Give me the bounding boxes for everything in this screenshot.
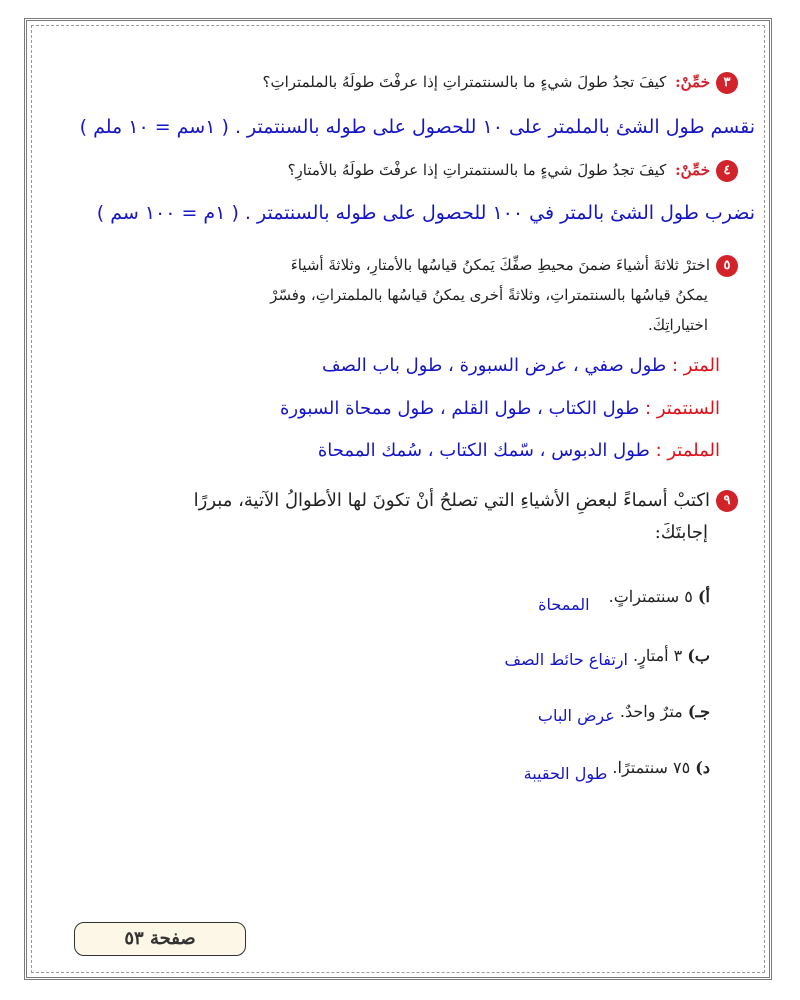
question-number-badge: ٩ (716, 490, 738, 512)
sub-item-b (110, 646, 710, 669)
question-number-badge: ٣ (716, 72, 738, 94)
sub-item-d (110, 758, 710, 783)
question-text-line: يمكنُ قياسُها بالسنتمتراتِ، وثلاثةً أخرى يمكنُ قياسُها بالملمتراتِ، وفسّرْ (270, 286, 708, 304)
sub-item-letter: أ) (697, 587, 710, 606)
answer-q5-centimeter (120, 398, 720, 419)
question-3 (48, 72, 738, 94)
sub-item-text: مترٌ واحدٌ. (619, 702, 683, 721)
unit-label: المتر : (671, 355, 720, 376)
sub-item-a (110, 587, 710, 614)
question-text-line: اخترْ ثلاثةَ أشياءَ ضمنَ محيطِ صفِّكَ يَمكنُ قياسُها بالأمتارِ، وثلاثةَ أشياءَ (290, 256, 710, 274)
question-text-line: اكتبْ أسماءً لبعضِ الأشياءِ التي تصلحُ أنْ تكونَ لها الأطوالُ الآتية، مبررًا (193, 490, 710, 511)
answer-q4: نضرب طول الشئ بالمتر في ١٠٠ للحصول على طوله بالسنتمتر . ( ١م = ١٠٠ سم ) (96, 202, 755, 224)
question-text-line: إجابتَكَ: (654, 522, 708, 543)
think-label: خمِّنْ: (675, 161, 710, 179)
think-label: خمِّنْ: (675, 73, 710, 91)
question-4 (48, 160, 738, 182)
answer-text: طول صفي ، عرض السبورة ، طول باب الصف (322, 355, 667, 376)
page-number-box: صفحة ٥٣ (74, 922, 246, 956)
sub-item-text: ٣ أمتارٍ. (633, 646, 683, 665)
sub-item-answer: عرض الباب (537, 706, 615, 725)
answer-text: طول الكتاب ، طول القلم ، طول ممحاة السبورة (280, 398, 640, 419)
sub-item-text: ٥ سنتمتراتٍ. (608, 587, 693, 606)
unit-label: السنتمتر : (645, 398, 720, 419)
sub-item-text: ٧٥ سنتمترًا. (612, 758, 691, 777)
answer-q5-meter (120, 355, 720, 376)
question-5 (58, 250, 738, 340)
sub-item-letter: جـ) (687, 702, 710, 721)
unit-label: الملمتر : (655, 440, 720, 461)
question-9 (58, 485, 738, 549)
sub-item-letter: د) (695, 758, 710, 777)
sub-item-answer: طول الحقيبة (523, 764, 608, 783)
question-number-badge: ٥ (716, 255, 738, 277)
sub-item-answer: ارتفاع حائط الصف (504, 650, 628, 669)
question-text-line: اختياراتِكَ. (647, 316, 708, 334)
sub-item-letter: ب) (687, 646, 710, 665)
answer-q5-millimeter (120, 440, 720, 461)
answer-text: طول الدبوس ، سّمك الكتاب ، سُمك الممحاة (317, 440, 650, 461)
question-text: كيفَ تجدُ طولَ شيءٍ ما بالسنتمتراتِ إذا عرفْتَ طولَهُ بالأمتارِ؟ (287, 161, 667, 179)
question-number-badge: ٤ (716, 160, 738, 182)
question-text: كيفَ تجدُ طولَ شيءٍ ما بالسنتمتراتِ إذا عرفْتَ طولَهُ بالملمتراتِ؟ (262, 73, 667, 91)
answer-q3: نقسم طول الشئ بالملمتر على ١٠ للحصول على طوله بالسنتمتر . ( ١سم = ١٠ ملم ) (79, 116, 755, 138)
sub-item-c (110, 702, 710, 725)
sub-item-answer: الممحاة (538, 595, 590, 614)
